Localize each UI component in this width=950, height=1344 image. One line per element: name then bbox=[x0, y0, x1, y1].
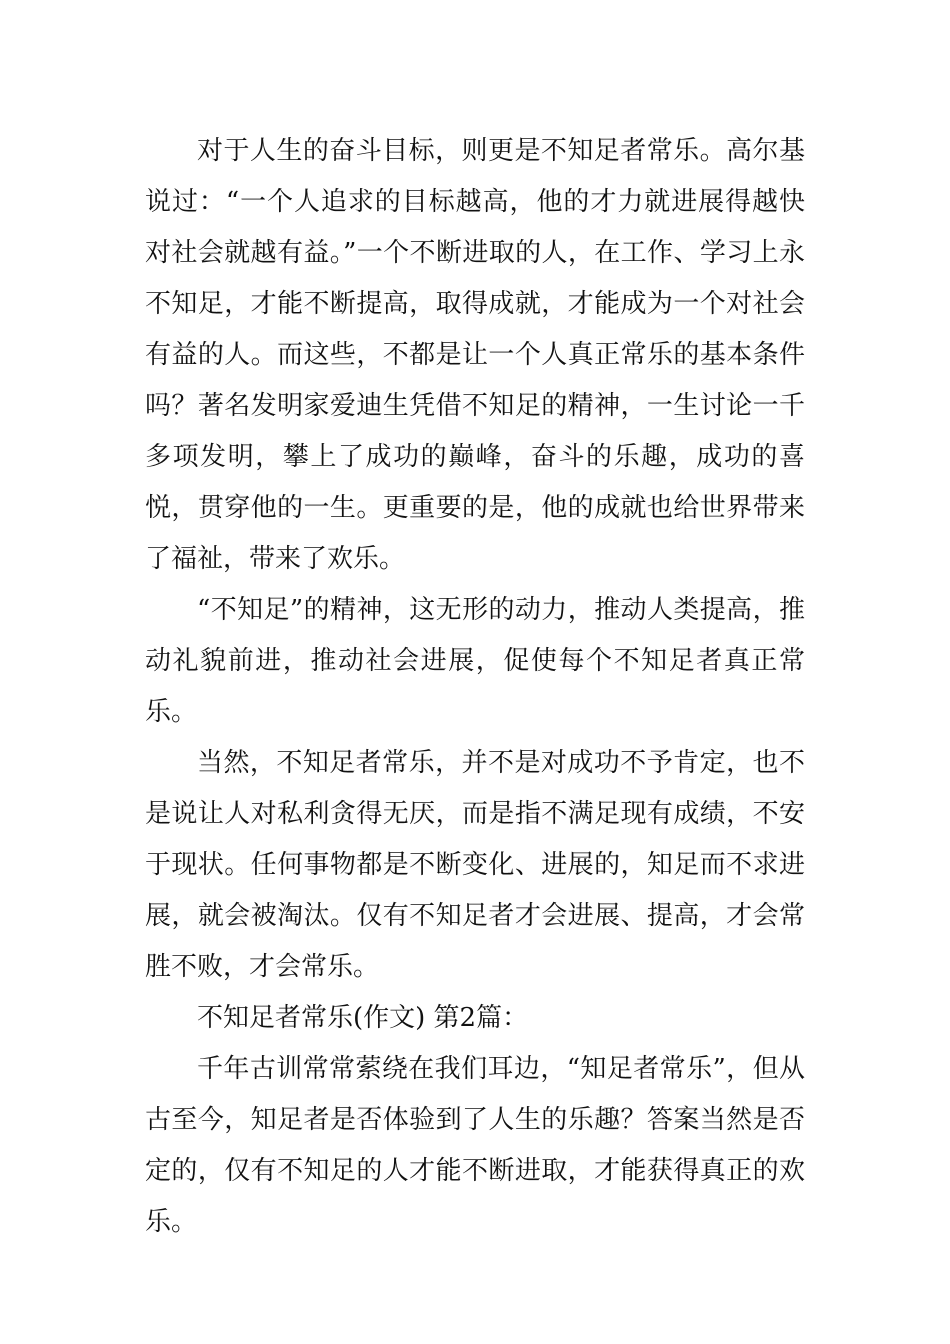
paragraph-intro-part2: 千年古训常常萦绕在我们耳边，“知足者常乐”，但从古至今，知足者是否体验到了人生的乐趣？答案当然是否定的，仅有不知足的人才能不断进取，才能获得真正的欢乐。 bbox=[145, 1054, 805, 1237]
paragraph-goals: 对于人生的奋斗目标，则更是不知足者常乐。高尔基说过：“一个人追求的目标越高，他的才力就进展得越快对社会就越有益。”一个不断进取的人，在工作、学习上永不知足，才能不断提高，取得成就，才能成为一个对社会有益的人。而这些，不都是让一个人真正常乐的基本条件吗？著名发明家爱迪生凭借不知足的精神，一生讨论一千多项发明，攀上了成功的巅峰，奋斗的乐趣，成功的喜悦，贯穿他的一生。更重要的是，他的成就也给世界带来了福祉，带来了欢乐。 bbox=[145, 136, 805, 574]
section-heading: 不知足者常乐(作文) 第2篇： bbox=[197, 1003, 529, 1033]
paragraph-spirit: “不知足”的精神，这无形的动力，推动人类提高，推动礼貌前进，推动社会进展，促使每个不知足者真正常乐。 bbox=[145, 595, 805, 727]
document-body bbox=[145, 126, 805, 1248]
paragraph-clarification: 当然，不知足者常乐，并不是对成功不予肯定，也不是说让人对私利贪得无厌，而是指不满足现有成绩，不安于现状。任何事物都是不断变化、进展的，知足而不求进展，就会被淘汰。仅有不知足者才会进展、提高，才会常胜不败，才会常乐。 bbox=[145, 748, 805, 982]
